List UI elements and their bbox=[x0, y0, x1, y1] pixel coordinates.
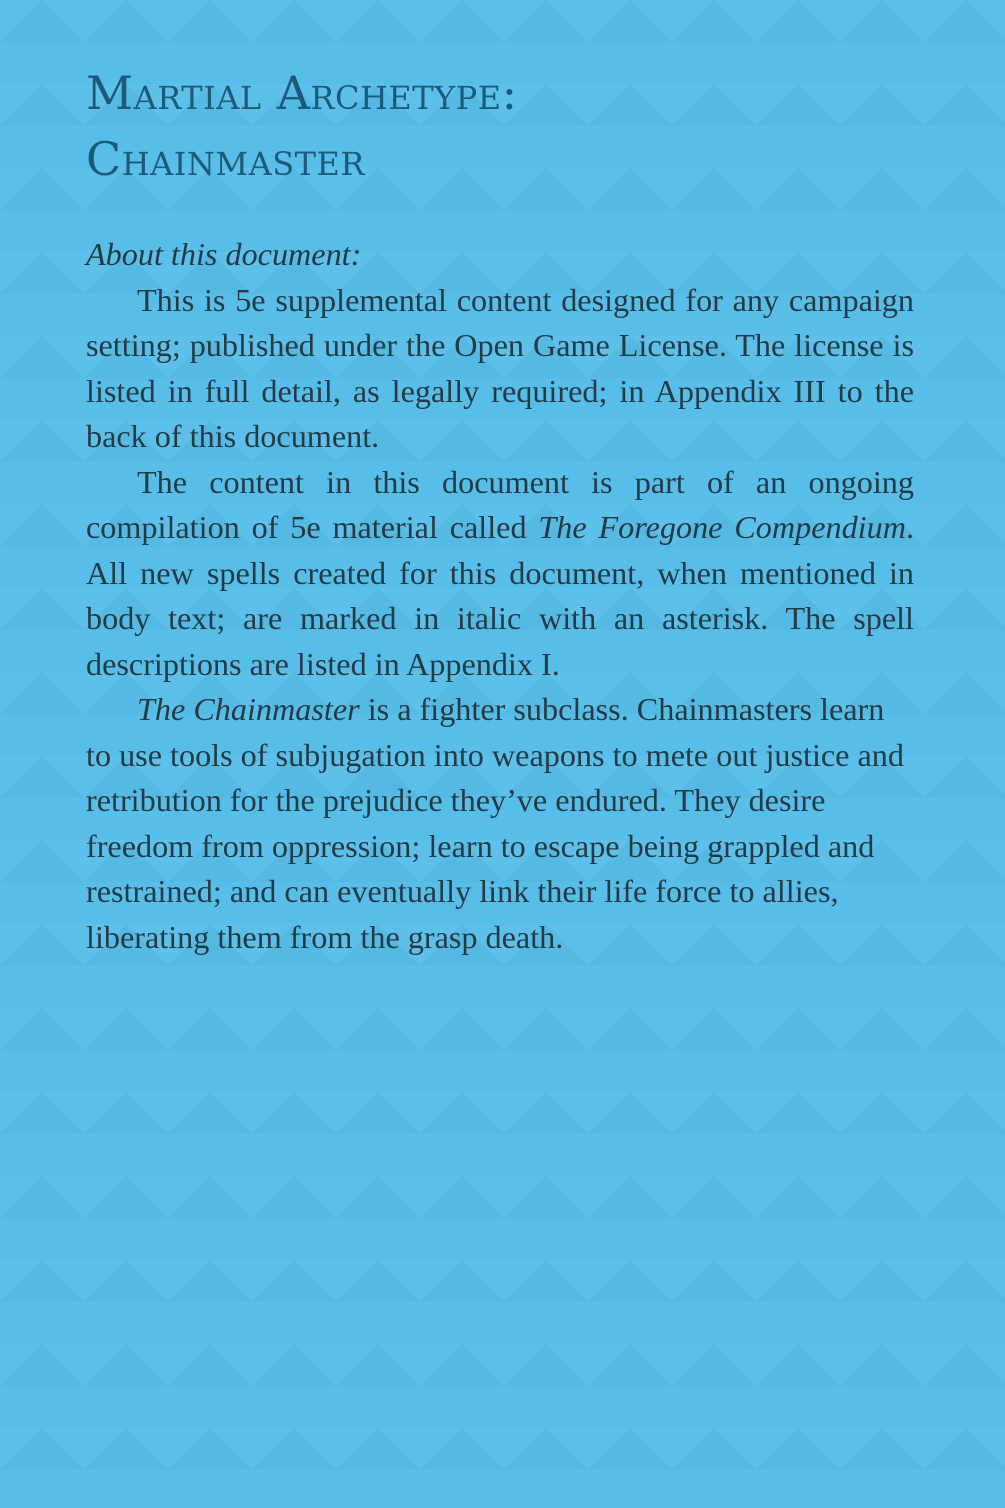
paragraph-compendium-text-start: The content in this document is part of an ongoing compilation of 5e material called bbox=[86, 463, 914, 545]
page-title bbox=[86, 60, 914, 192]
about-label: About this document: bbox=[86, 236, 362, 272]
paragraph-subclass-text: is a fighter subclass. Chainmasters learn to use tools of subjugation into weapons to mete out justice and retribution for the prejudice they’ve endured. They desire freedom from oppression; learn to escape being grappled and restrained; and can eventually link their life force to allies, liberating them from the grasp death. bbox=[86, 691, 904, 955]
compendium-title: The Foregone Compendium bbox=[538, 509, 906, 545]
paragraph-compendium-text-end: . All new spells created for this document, when mentioned in body text; are marked in italic with an asterisk. The spell descriptions are listed in Appendix I. bbox=[86, 509, 914, 682]
paragraph-compendium bbox=[86, 460, 914, 688]
title-line-2: Chainmaster bbox=[86, 132, 365, 186]
paragraph-license: This is 5e supplemental content designed for any campaign setting; published under the Open Game License. The license is listed in full detail, as legally required; in Appendix III to the back of this document. bbox=[86, 281, 914, 454]
subclass-name: The Chainmaster bbox=[137, 691, 360, 727]
about-section bbox=[86, 232, 914, 960]
title-line-1: Martial Archetype: bbox=[86, 66, 518, 120]
paragraph-subclass bbox=[86, 687, 914, 960]
